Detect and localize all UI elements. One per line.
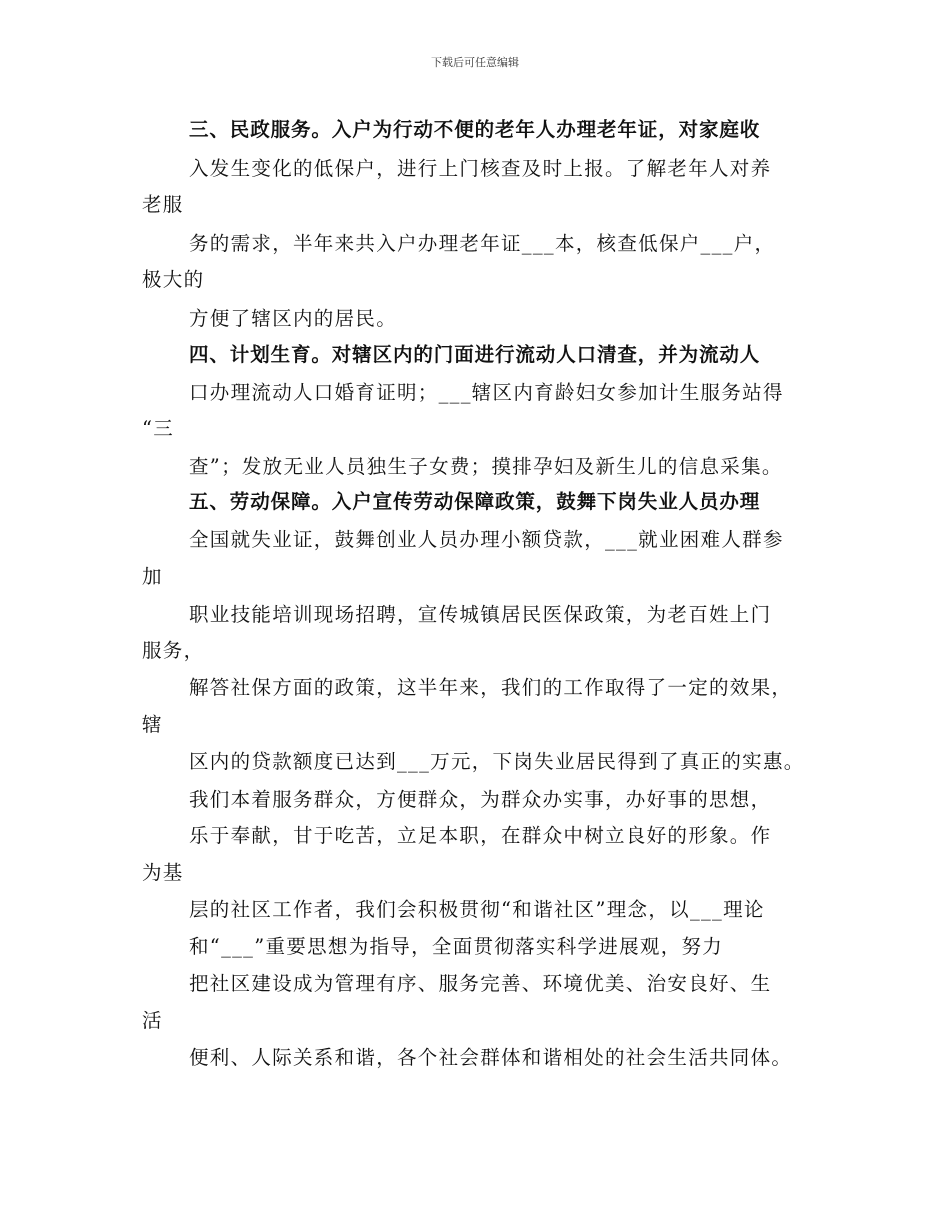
text-line: 活 <box>142 1009 163 1032</box>
text-line: 解答社保方面的政策，这半年来，我们的工作取得了一定的效果， <box>189 676 793 699</box>
text-line: 我们本着服务群众，方便群众，为群众办实事，办好事的思想， <box>189 788 772 811</box>
text-line: 便利、人际关系和谐，各个社会群体和谐相处的社会生活共同体。 <box>189 1046 793 1069</box>
text-line: 为基 <box>142 861 184 884</box>
text-line: “三 <box>142 417 175 440</box>
text-line: 服务， <box>142 639 205 662</box>
text-line: 极大的 <box>142 268 205 291</box>
text-line: 区内的贷款额度已达到___万元，下岗失业居民得到了真正的实惠。 <box>189 750 805 773</box>
text-line: 职业技能培训现场招聘，宣传城镇居民医保政策，为老百姓上门 <box>189 603 772 626</box>
text-line: 入发生变化的低保户，进行上门核查及时上报。了解老年人对养 <box>189 157 772 180</box>
text-line: 务的需求，半年来共入户办理老年证___本，核查低保户___户， <box>189 232 776 255</box>
section-heading-labor-security: 五、劳动保障。入户宣传劳动保障政策，鼓舞下岗失业人员办理 <box>189 490 761 513</box>
text-line: 辖 <box>142 713 163 736</box>
section-heading-family-planning: 四、计划生育。对辖区内的门面进行流动人口清查，并为流动人 <box>189 343 761 366</box>
text-line: 层的社区工作者，我们会积极贯彻“和谐社区”理念，以___理论 <box>189 898 765 921</box>
text-line: 口办理流动人口婚育证明；___辖区内育龄妇女参加计生服务站得 <box>189 381 784 404</box>
text-line: 乐于奉献，甘于吃苦，立足本职，在群众中树立良好的形象。作 <box>189 824 772 847</box>
text-line: 方便了辖区内的居民。 <box>189 307 398 330</box>
text-line: 把社区建设成为管理有序、服务完善、环境优美、治安良好、生 <box>189 972 772 995</box>
text-line: 老服 <box>142 193 184 216</box>
text-line: 加 <box>142 565 163 588</box>
section-heading-civil-affairs: 三、民政服务。入户为行动不便的老年人办理老年证，对家庭收 <box>189 118 761 141</box>
text-line: 查”；发放无业人员独生子女费；摸排孕妇及新生儿的信息采集。 <box>189 455 783 478</box>
page-header: 下载后可任意编辑 <box>431 56 519 69</box>
text-line: 和“___”重要思想为指导，全面贯彻落实科学进展观，努力 <box>189 935 724 958</box>
text-line: 全国就失业证，鼓舞创业人员办理小额贷款，___就业困难人群参 <box>189 528 784 551</box>
